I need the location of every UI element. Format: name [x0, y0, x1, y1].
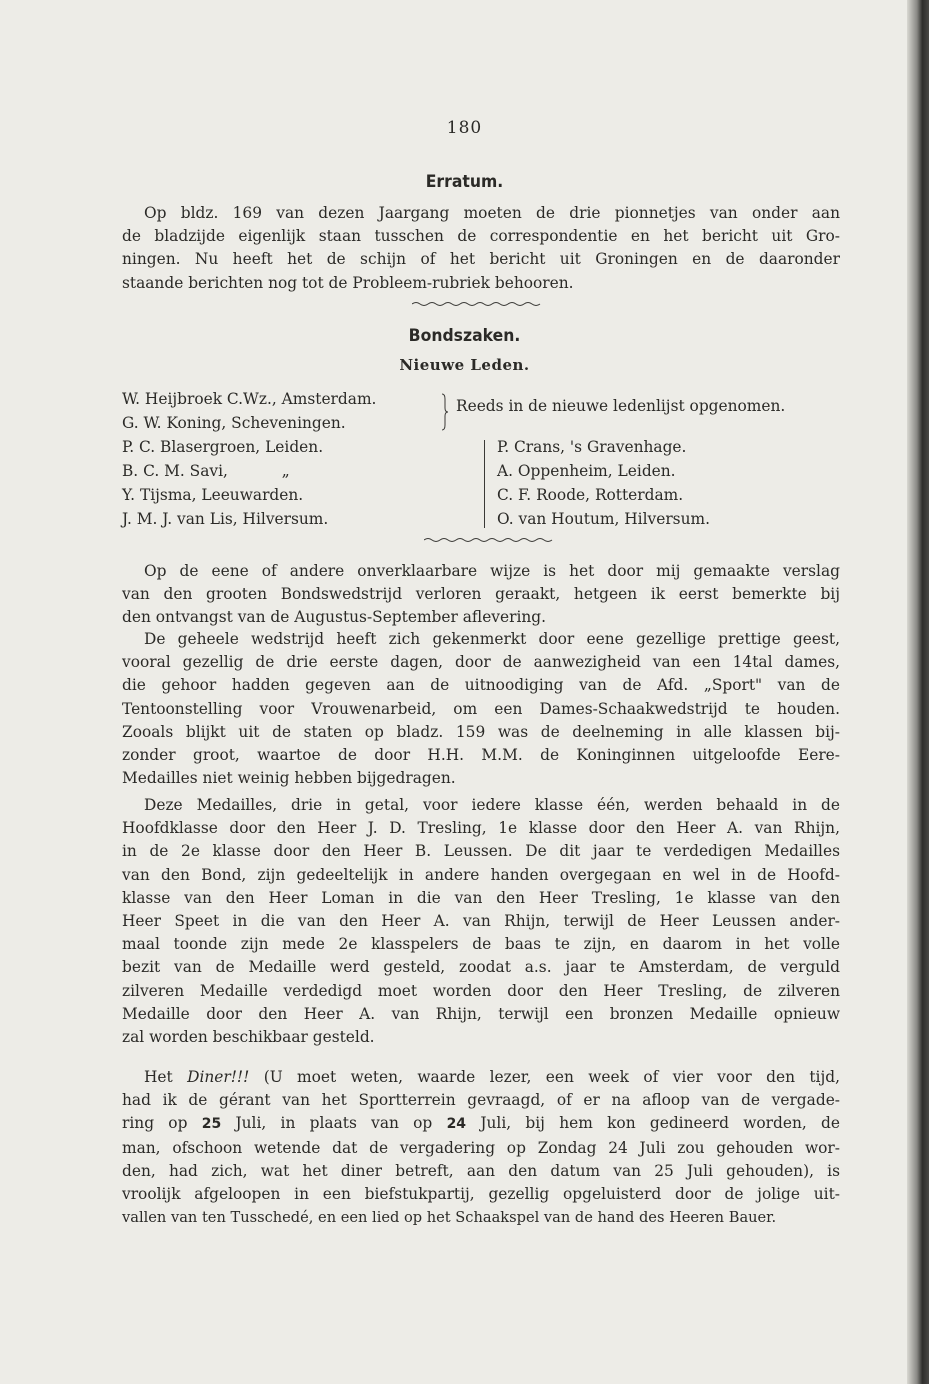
new-members-right-column: [497, 435, 710, 531]
text-line: Op de eene of andere onverklaarbare wijze is het door mij gemaakte verslag: [144, 562, 840, 580]
text-fragment: ring op: [122, 1114, 202, 1133]
text-line: Deze Medailles, drie in getal, voor iedere klasse één, werden behaald in de: [144, 796, 840, 814]
member-entry: O. van Houtum, Hilversum.: [497, 510, 710, 528]
date-number-bold: 25: [201, 1116, 222, 1133]
text-line: vroolijk afgeloopen in een biefstukpartij, gezellig opgeluisterd door de jolige uit-: [122, 1185, 840, 1204]
text-fragment: Juli, in plaats van op: [221, 1114, 447, 1133]
text-fragment: Het: [144, 1068, 188, 1086]
column-divider: [484, 440, 485, 528]
erratum-heading: Erratum.: [425, 172, 504, 192]
text-line: De geheele wedstrijd heeft zich gekenmerkt door eene gezellige prettige geest,: [144, 630, 840, 648]
text-line: Tentoonstelling voor Vrouwenarbeid, om een Dames-Schaakwedstrijd te houden.: [122, 699, 840, 718]
erratum-line: Op bldz. 169 van dezen Jaargang moeten de drie pionnetjes van onder aan: [144, 204, 840, 222]
diner-italic: Diner!!!: [187, 1068, 250, 1086]
member-entry: C. F. Roode, Rotterdam.: [497, 486, 684, 504]
member-entry: B. C. M. Savi, „: [122, 462, 290, 480]
text-line: zonder groot, waartoe de door H.H. M.M. de Koninginnen uitgeloofde Eere-: [122, 746, 840, 765]
reeds-note: Reeds in de nieuwe ledenlijst opgenomen.: [456, 397, 786, 415]
text-line: den ontvangst van de Augustus-September aflevering.: [122, 608, 547, 627]
text-line: zal worden beschikbaar gesteld.: [122, 1028, 375, 1047]
text-line: Medaille door den Heer A. van Rhijn, terwijl een bronzen Medaille opnieuw: [122, 1004, 840, 1023]
text-line: Hoofdklasse door den Heer J. D. Tresling, 1e klasse door den Heer A. van Rhijn,: [122, 819, 840, 838]
date-number-bold: 24: [446, 1116, 467, 1133]
text-line: Heer Speet in die van den Heer A. van Rhijn, terwijl de Heer Leussen ander-: [122, 912, 840, 931]
text-line: had ik de gérant van het Sportterrein gevraagd, of er na afloop van de vergade-: [122, 1091, 840, 1110]
text-line: vooral gezellig de drie eerste dagen, door de aanwezigheid van een 14tal dames,: [122, 653, 840, 672]
paragraph-diner: [122, 1066, 840, 1229]
text-line: den, had zich, wat het diner betreft, aan den datum van 25 Juli gehouden), is: [122, 1161, 840, 1180]
text-line: maal toonde zijn mede 2e klasspelers de baas te zijn, en daarom in het volle: [122, 935, 840, 954]
bondszaken-heading: Bondszaken.: [408, 326, 521, 346]
text-fragment: (U moet weten, waarde lezer, een week of vier voor den tijd,: [249, 1068, 840, 1086]
text-line: Medailles niet weinig hebben bijgedragen.: [122, 769, 456, 788]
text-line: klasse van den Heer Loman in die van den Heer Tresling, 1e klasse van den: [122, 888, 840, 907]
erratum-line: ningen. Nu heeft het de schijn of het bericht uit Groningen en de daaronder: [122, 250, 840, 269]
text-line: bezit van de Medaille werd gesteld, zoodat a.s. jaar te Amsterdam, de verguld: [122, 958, 840, 977]
text-line: man, ofschoon wetende dat de vergadering op Zondag 24 Juli zou gehouden wor-: [122, 1138, 840, 1157]
erratum-paragraph: [122, 202, 840, 295]
existing-members-list: [122, 387, 376, 435]
member-entry: G. W. Koning, Scheveningen.: [122, 414, 346, 432]
text-line: vallen van ten Tusschedé, en een lied op het Schaakspel van de hand des Heeren Bauer.: [122, 1209, 777, 1227]
erratum-line: staande berichten nog tot de Probleem-rubriek behooren.: [122, 273, 574, 292]
text-line: zilveren Medaille verdedigd moet worden door den Heer Tresling, de zilveren: [122, 981, 840, 1000]
member-entry: J. M. J. van Lis, Hilversum.: [122, 510, 329, 528]
text-line: van den grooten Bondswedstrijd verloren geraakt, hetgeen ik eerst bemerkte bij: [122, 585, 840, 604]
text-line: [122, 1112, 840, 1136]
text-line: in de 2e klasse door den Heer B. Leussen. De dit jaar te verdedigen Medailles: [122, 842, 840, 861]
member-entry: P. Crans, 's Gravenhage.: [497, 438, 687, 456]
new-members-left-column: [122, 435, 328, 531]
member-entry: Y. Tijsma, Leeuwarden.: [122, 486, 304, 504]
text-line: [122, 1066, 840, 1089]
paragraph-medailles: [122, 794, 840, 1049]
nieuwe-leden-subheading: Nieuwe Leden.: [399, 356, 530, 374]
book-spine-shadow: [907, 0, 929, 1384]
text-line: van den Bond, zijn gedeeltelijk in andere handen overgegaan en wel in de Hoofd-: [122, 865, 840, 884]
paragraph-verslag: [122, 560, 840, 630]
brace-mark: [440, 393, 450, 431]
page-number: 180: [446, 118, 483, 138]
member-entry: A. Oppenheim, Leiden.: [497, 462, 676, 480]
erratum-line: de bladzijde eigenlijk staan tusschen de correspondentie en het bericht uit Gro-: [122, 227, 840, 246]
flourish-divider: [412, 300, 542, 308]
paragraph-wedstrijd: [122, 628, 840, 790]
text-line: die gehoor hadden gegeven aan de uitnoodiging van de Afd. „Sport" van de: [122, 676, 840, 695]
text-fragment: Juli, bij hem kon gedineerd worden, de: [466, 1114, 840, 1133]
flourish-divider: [424, 536, 554, 544]
member-entry: W. Heijbroek C.Wz., Amsterdam.: [122, 390, 377, 408]
text-line: Zooals blijkt uit de staten op bladz. 159 was de deelneming in alle klassen bij-: [122, 722, 840, 741]
member-entry: P. C. Blasergroen, Leiden.: [122, 438, 324, 456]
